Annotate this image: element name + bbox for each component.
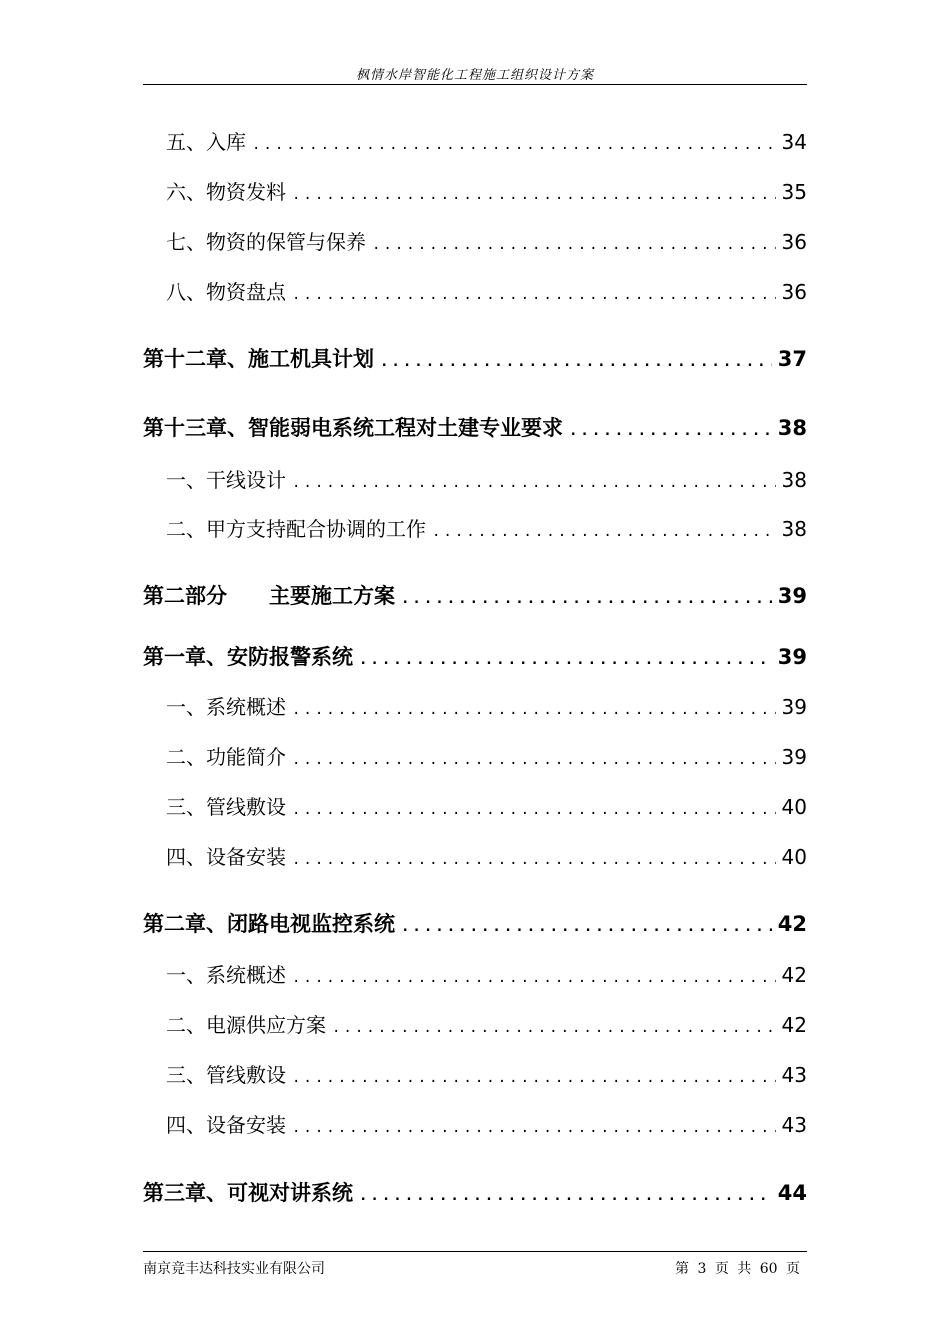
toc-entry-page: 35 [781,180,807,204]
footer-page-number: 第 3 页 共 60 页 [675,1261,800,1277]
toc-entry-title: 二、甲方支持配合协调的工作 [166,517,426,541]
toc-dot-leader [292,1120,776,1136]
toc-entry-title: 二、功能简介 [166,745,286,769]
toc-entry-title: 第二部分 主要施工方案 [143,584,395,608]
toc-dot-leader [359,652,772,668]
toc-dot-leader [292,970,776,986]
toc-part-entry[interactable] [143,580,807,610]
toc-entry[interactable] [143,276,807,305]
toc-entry[interactable] [143,741,807,770]
toc-entry-title: 一、系统概述 [166,695,286,719]
toc-dot-leader [569,423,772,439]
toc-dot-leader [401,591,772,607]
toc-dot-leader [372,237,776,253]
toc-dot-leader [292,287,776,303]
toc-chapter-entry[interactable] [143,1177,807,1207]
toc-dot-leader [292,187,776,203]
toc-chapter-entry[interactable] [143,343,807,373]
toc-entry[interactable] [143,1059,807,1088]
toc-entry-title: 六、物资发料 [166,180,286,204]
toc-entry-page: 43 [781,1063,807,1087]
toc-entry-page: 39 [781,745,807,769]
toc-entry[interactable] [143,1009,807,1038]
toc-entry-title: 三、管线敷设 [166,795,286,819]
toc-entry[interactable] [143,176,807,205]
toc-chapter-entry[interactable] [143,641,807,671]
toc-entry-title: 一、系统概述 [166,963,286,987]
toc-entry-page: 43 [781,1113,807,1137]
toc-dot-leader [292,802,776,818]
toc-dot-leader [332,1020,776,1036]
toc-entry-title: 第二章、闭路电视监控系统 [143,912,395,936]
running-header-title: 枫情水岸智能化工程施工组织设计方案 [355,68,594,83]
toc-entry-page: 39 [777,645,807,669]
toc-entry-page: 38 [781,468,807,492]
toc-entry-page: 40 [781,845,807,869]
footer-company-name: 南京竞丰达科技实业有限公司 [143,1261,325,1277]
footer-rule [143,1251,807,1252]
toc-entry-page: 42 [781,1013,807,1037]
header-rule [143,84,807,85]
toc-dot-leader [292,752,776,768]
toc-entry-page: 39 [781,695,807,719]
toc-dot-leader [380,354,772,370]
toc-entry[interactable] [143,226,807,255]
toc-entry-page: 37 [777,347,807,371]
toc-entry-title: 一、干线设计 [166,468,286,492]
toc-entry[interactable] [143,1109,807,1138]
toc-dot-leader [292,702,776,718]
toc-entry-page: 38 [777,416,807,440]
toc-dot-leader [292,1070,776,1086]
toc-entry[interactable] [143,841,807,870]
toc-entry-page: 40 [781,795,807,819]
toc-entry-title: 第十三章、智能弱电系统工程对土建专业要求 [143,416,563,440]
toc-entry-title: 二、电源供应方案 [166,1013,326,1037]
toc-entry-title: 四、设备安装 [166,845,286,869]
toc-entry-page: 34 [781,130,807,154]
toc-entry[interactable] [143,691,807,720]
toc-dot-leader [359,1188,772,1204]
toc-entry-title: 三、管线敷设 [166,1063,286,1087]
toc-dot-leader [292,852,776,868]
toc-entry[interactable] [143,464,807,493]
toc-entry-page: 36 [781,280,807,304]
toc-entry-page: 38 [781,517,807,541]
toc-entry[interactable] [143,126,807,155]
toc-entry[interactable] [143,791,807,820]
toc-entry-title: 第一章、安防报警系统 [143,645,353,669]
toc-chapter-entry[interactable] [143,908,807,938]
toc-dot-leader [432,524,776,540]
toc-entry-title: 四、设备安装 [166,1113,286,1137]
toc-entry[interactable] [143,959,807,988]
toc-entry-title: 第十二章、施工机具计划 [143,347,374,371]
toc-entry-page: 36 [781,230,807,254]
toc-entry-page: 42 [777,912,807,936]
toc-dot-leader [401,919,772,935]
toc-entry-title: 八、物资盘点 [166,280,286,304]
toc-entry[interactable] [143,513,807,542]
toc-entry-page: 44 [777,1181,807,1205]
toc-entry-title: 第三章、可视对讲系统 [143,1181,353,1205]
toc-entry-page: 39 [777,584,807,608]
toc-entry-title: 五、入库 [166,130,246,154]
toc-chapter-entry[interactable] [143,412,807,442]
toc-dot-leader [252,137,776,153]
toc-dot-leader [292,475,776,491]
toc-entry-page: 42 [781,963,807,987]
toc-entry-title: 七、物资的保管与保养 [166,230,366,254]
